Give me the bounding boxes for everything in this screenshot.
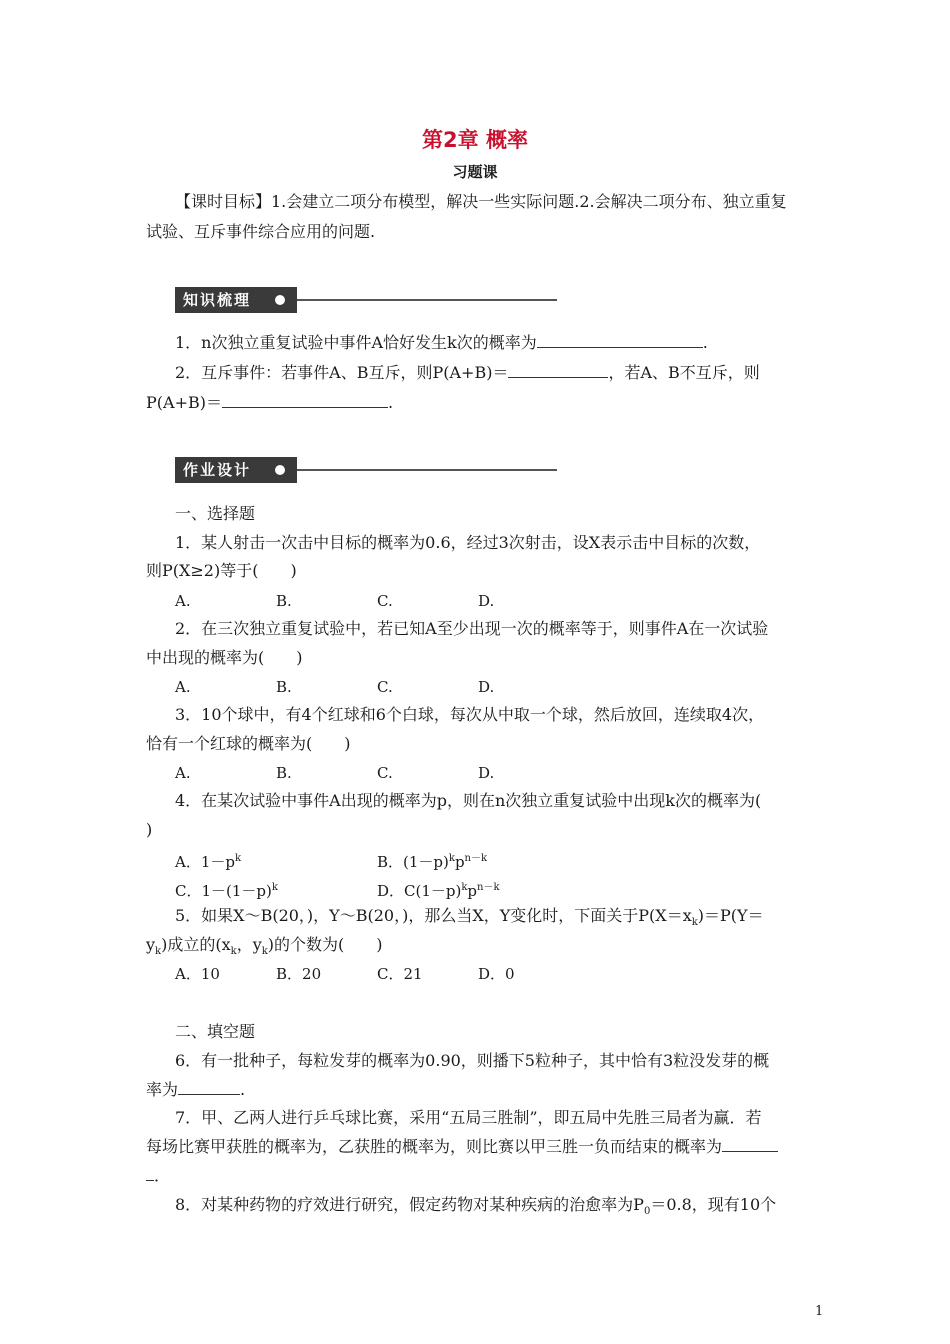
option-b-text: B．(1－p) — [377, 853, 449, 871]
objectives-line-2: 试验、互斥事件综合应用的问题. — [146, 222, 376, 241]
q5-text-d: )的个数为( ) — [267, 935, 383, 954]
option-a-text: A．1－p — [175, 853, 235, 871]
question-5-line-1-end: )＝P(Y＝ — [697, 906, 764, 925]
question-6-line-2 — [146, 1080, 245, 1100]
question-3-option-d: D. — [478, 764, 495, 782]
answer-blank — [508, 363, 608, 378]
knowledge-item-2-line2-text: P(A+B)＝ — [146, 393, 222, 412]
knowledge-item-2-text: 2．互斥事件：若事件A、B互斥，则P(A+B)＝ — [175, 363, 509, 382]
question-6-line-2-end: . — [240, 1080, 246, 1099]
question-4-line-1: 4．在某次试验中事件A出现的概率为p，则在n次独立重复试验中出现k次的概率为( — [175, 791, 762, 810]
question-1-option-c: C. — [377, 592, 393, 610]
question-7-line-3-text: ． — [154, 1166, 171, 1185]
question-1-option-b: B. — [276, 592, 292, 610]
answer-blank — [222, 393, 388, 408]
bullet-dot-icon — [275, 295, 285, 305]
q5-text-a: y — [146, 935, 156, 954]
option-d-text: D．C(1－p) — [377, 882, 462, 900]
knowledge-item-1-text: 1．n次独立重复试验中事件A恰好发生k次的概率为 — [175, 333, 537, 352]
option-d-p: p — [467, 882, 478, 900]
question-4-option-b — [377, 849, 487, 872]
question-5-option-d: D．0 — [478, 965, 515, 983]
question-8-line-1 — [175, 1195, 776, 1222]
knowledge-item-1 — [175, 333, 708, 353]
subscript: k — [155, 946, 162, 958]
question-5-line-1-text: 5．如果X～B(20，)，Y～B(20，)，那么当X，Y变化时，下面关于P(X＝x — [175, 906, 692, 925]
answer-blank — [722, 1137, 778, 1152]
question-2-option-a: A. — [175, 678, 191, 696]
lesson-subtitle: 习题课 — [452, 163, 498, 181]
option-b-exponent-2: n－k — [464, 853, 488, 864]
question-5-option-b: B．20 — [276, 965, 322, 983]
option-b-exponent-1: k — [448, 853, 455, 864]
question-3-line-2: 恰有一个红球的概率为( ) — [146, 734, 351, 753]
question-3-line-1: 3．10个球中，有4个红球和6个白球，每次从中取一个球，然后放回，连续取4次， — [175, 705, 765, 724]
question-1-line-2: 则P(X≥2)等于( ) — [146, 561, 297, 580]
section-title-homework: 作业设计 — [175, 457, 297, 483]
question-6-line-1: 6．有一批种子，每粒发芽的概率为0.90，则播下5粒种子，其中恰有3粒没发芽的概 — [175, 1051, 770, 1070]
option-a-exponent: k — [234, 853, 242, 864]
chapter-title: 第2章 概率 — [422, 128, 528, 152]
q5-text-c: ，y — [236, 935, 262, 954]
option-d-exponent-2: n－k — [477, 882, 500, 893]
question-7-line-2-text: 每场比赛甲获胜的概率为，乙获胜的概率为，则比赛以甲三胜一负而结束的概率为 — [146, 1137, 723, 1156]
subscript: 0 — [643, 1206, 651, 1218]
knowledge-item-2-mid: ，若A、B不互斥，则 — [608, 363, 760, 382]
question-8-line-1-end: ＝0.8，现有10个 — [650, 1195, 777, 1214]
part-1-title: 一、选择题 — [175, 504, 256, 523]
question-5-option-c: C．21 — [377, 965, 423, 983]
section-divider — [297, 469, 557, 471]
question-3-option-a: A. — [175, 764, 191, 782]
question-4-option-d — [377, 878, 500, 901]
question-5-line-1 — [175, 906, 764, 933]
option-d-exponent-1: k — [461, 882, 468, 893]
option-c-exponent: k — [271, 882, 278, 893]
question-4-line-2: ) — [146, 820, 153, 839]
question-1-line-1: 1．某人射击一次击中目标的概率为0.6，经过3次射击，设X表示击中目标的次数， — [175, 533, 761, 552]
page-number: 1 — [815, 1304, 824, 1319]
section-title-knowledge: 知识梳理 — [175, 287, 297, 313]
answer-blank — [178, 1080, 240, 1095]
question-4-option-a — [175, 849, 241, 872]
q5-text-b: )成立的(x — [161, 935, 231, 954]
option-b-p: p — [454, 853, 465, 871]
question-2-line-2: 中出现的概率为( ) — [146, 648, 303, 667]
objectives-line-1: 【课时目标】1.会建立二项分布模型，解决一些实际问题.2.会解决二项分布、独立重复 — [175, 192, 787, 211]
question-2-option-c: C. — [377, 678, 393, 696]
question-5-option-a: A．10 — [175, 965, 220, 983]
question-8-line-1-text: 8．对某种药物的疗效进行研究，假定药物对某种疾病的治愈率为P — [175, 1195, 644, 1214]
subscript: k — [261, 946, 268, 958]
question-3-option-b: B. — [276, 764, 292, 782]
question-6-line-2-text: 率为 — [146, 1080, 179, 1099]
knowledge-item-2-line-2 — [146, 393, 393, 413]
answer-blank — [537, 333, 703, 348]
question-1-option-a: A. — [175, 592, 191, 610]
part-2-title: 二、填空题 — [175, 1022, 256, 1041]
knowledge-item-2 — [175, 363, 760, 383]
question-2-option-b: B. — [276, 678, 292, 696]
knowledge-item-2-line2-end: . — [387, 393, 394, 412]
answer-blank — [146, 1166, 154, 1181]
question-1-option-d: D. — [478, 592, 495, 610]
question-2-option-d: D. — [478, 678, 495, 696]
question-2-line-1: 2．在三次独立重复试验中，若已知A至少出现一次的概率等于，则事件A在一次试验 — [175, 619, 769, 638]
question-7-line-2 — [146, 1137, 778, 1157]
knowledge-item-1-end: . — [702, 333, 708, 352]
question-5-line-2 — [146, 935, 383, 962]
question-4-option-c — [175, 878, 278, 901]
subscript: k — [230, 946, 237, 958]
question-3-option-c: C. — [377, 764, 393, 782]
bullet-dot-icon — [275, 465, 285, 475]
question-7-line-1: 7．甲、乙两人进行乒乓球比赛，采用“五局三胜制”，即五局中先胜三局者为赢．若 — [175, 1108, 762, 1127]
option-c-text: C．1－(1－p) — [175, 882, 272, 900]
section-divider — [297, 299, 557, 301]
subscript: k — [691, 917, 698, 929]
question-7-line-3 — [146, 1166, 170, 1186]
